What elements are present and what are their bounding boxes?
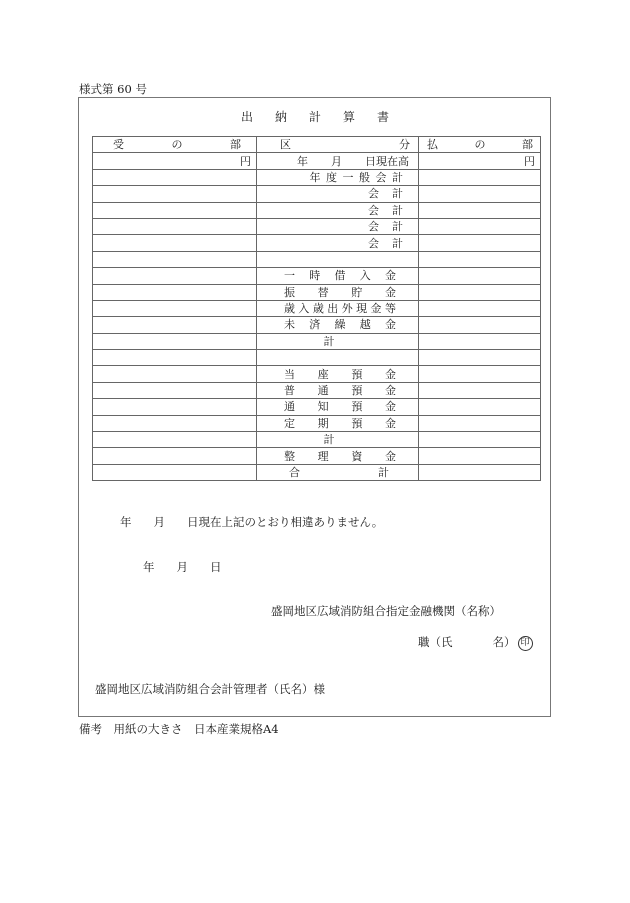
payment-cell	[419, 251, 541, 267]
receipt-cell	[93, 317, 257, 333]
table-row	[93, 284, 541, 300]
receipt-cell	[93, 333, 257, 349]
table-row	[93, 317, 541, 333]
receipt-cell	[93, 284, 257, 300]
officer-signature-line: 職（氏 名） 印	[418, 634, 533, 651]
category-cell: 歳 入 歳 出 外 現 金 等	[257, 300, 419, 316]
payment-cell	[419, 448, 541, 464]
table-row	[93, 218, 541, 234]
receipt-cell	[93, 350, 257, 366]
institution-name: 盛岡地区広域消防組合指定金融機関（名称）	[271, 604, 501, 618]
table-row	[93, 268, 541, 284]
table-header-row	[93, 137, 541, 153]
title-char: 納	[274, 110, 287, 124]
receipt-cell	[93, 251, 257, 267]
category-cell: 振 替 貯 金	[257, 284, 419, 300]
addressee: 盛岡地区広域消防組合会計管理者（氏名）様	[95, 682, 325, 696]
receipt-cell: 円	[93, 153, 257, 169]
receipt-cell	[93, 415, 257, 431]
category-cell: 会 計	[257, 186, 419, 202]
receipt-cell	[93, 235, 257, 251]
payment-cell	[419, 186, 541, 202]
category-cell: 会 計	[257, 218, 419, 234]
receipt-cell	[93, 448, 257, 464]
footnote: 備考 用紙の大きさ 日本産業規格A4	[79, 722, 279, 736]
cash-statement-table	[92, 136, 541, 481]
payment-cell	[419, 268, 541, 284]
payment-cell	[419, 169, 541, 185]
receipt-cell	[93, 399, 257, 415]
signature-date: 年 月 日	[143, 560, 222, 574]
header-payments: 払 の 部	[419, 137, 541, 153]
title-char: 計	[308, 110, 321, 124]
title-char: 算	[343, 110, 356, 124]
category-cell: 年 月 日現在高	[257, 153, 419, 169]
payment-cell	[419, 218, 541, 234]
payment-cell: 円	[419, 153, 541, 169]
payment-cell	[419, 284, 541, 300]
receipt-cell	[93, 169, 257, 185]
table-row	[93, 202, 541, 218]
receipt-cell	[93, 432, 257, 448]
category-cell: 普 通 預 金	[257, 382, 419, 398]
table-row	[93, 235, 541, 251]
payment-cell	[419, 415, 541, 431]
header-category: 区 分	[257, 137, 419, 153]
table-row	[93, 186, 541, 202]
payment-cell	[419, 350, 541, 366]
payment-cell	[419, 464, 541, 480]
table-row	[93, 464, 541, 480]
payment-cell	[419, 333, 541, 349]
payment-cell	[419, 366, 541, 382]
category-cell: 合 計	[257, 464, 419, 480]
category-cell: 定 期 預 金	[257, 415, 419, 431]
table-row	[93, 415, 541, 431]
receipt-cell	[93, 300, 257, 316]
table-row	[93, 169, 541, 185]
category-cell: 一 時 借 入 金	[257, 268, 419, 284]
title-char: 出	[240, 110, 253, 124]
title-char: 書	[377, 110, 390, 124]
category-cell	[257, 251, 419, 267]
table-row	[93, 350, 541, 366]
table-row	[93, 251, 541, 267]
category-cell: 通 知 預 金	[257, 399, 419, 415]
payment-cell	[419, 300, 541, 316]
payment-cell	[419, 317, 541, 333]
receipt-cell	[93, 464, 257, 480]
table-row	[93, 153, 541, 169]
category-cell: 未 済 繰 越 金	[257, 317, 419, 333]
table-row	[93, 399, 541, 415]
payment-cell	[419, 432, 541, 448]
category-cell: 計	[257, 333, 419, 349]
category-cell: 当 座 預 金	[257, 366, 419, 382]
receipt-cell	[93, 202, 257, 218]
receipt-cell	[93, 268, 257, 284]
document-title	[0, 108, 630, 125]
category-cell: 会 計	[257, 235, 419, 251]
payment-cell	[419, 235, 541, 251]
category-cell: 会 計	[257, 202, 419, 218]
seal-icon: 印	[518, 636, 533, 651]
table-row	[93, 333, 541, 349]
table-row	[93, 382, 541, 398]
table-row	[93, 300, 541, 316]
payment-cell	[419, 202, 541, 218]
receipt-cell	[93, 366, 257, 382]
form-number: 様式第 60 号	[79, 82, 147, 96]
category-cell	[257, 350, 419, 366]
category-cell: 年 度 一 般 会 計	[257, 169, 419, 185]
payment-cell	[419, 399, 541, 415]
payment-cell	[419, 382, 541, 398]
table-row	[93, 432, 541, 448]
category-cell: 計	[257, 432, 419, 448]
category-cell: 整 理 資 金	[257, 448, 419, 464]
receipt-cell	[93, 186, 257, 202]
table-row	[93, 366, 541, 382]
receipt-cell	[93, 218, 257, 234]
table-row	[93, 448, 541, 464]
receipt-cell	[93, 382, 257, 398]
certification-statement: 年 月 日現在上記のとおり相違ありません。	[120, 515, 384, 529]
header-receipts: 受 の 部	[93, 137, 257, 153]
